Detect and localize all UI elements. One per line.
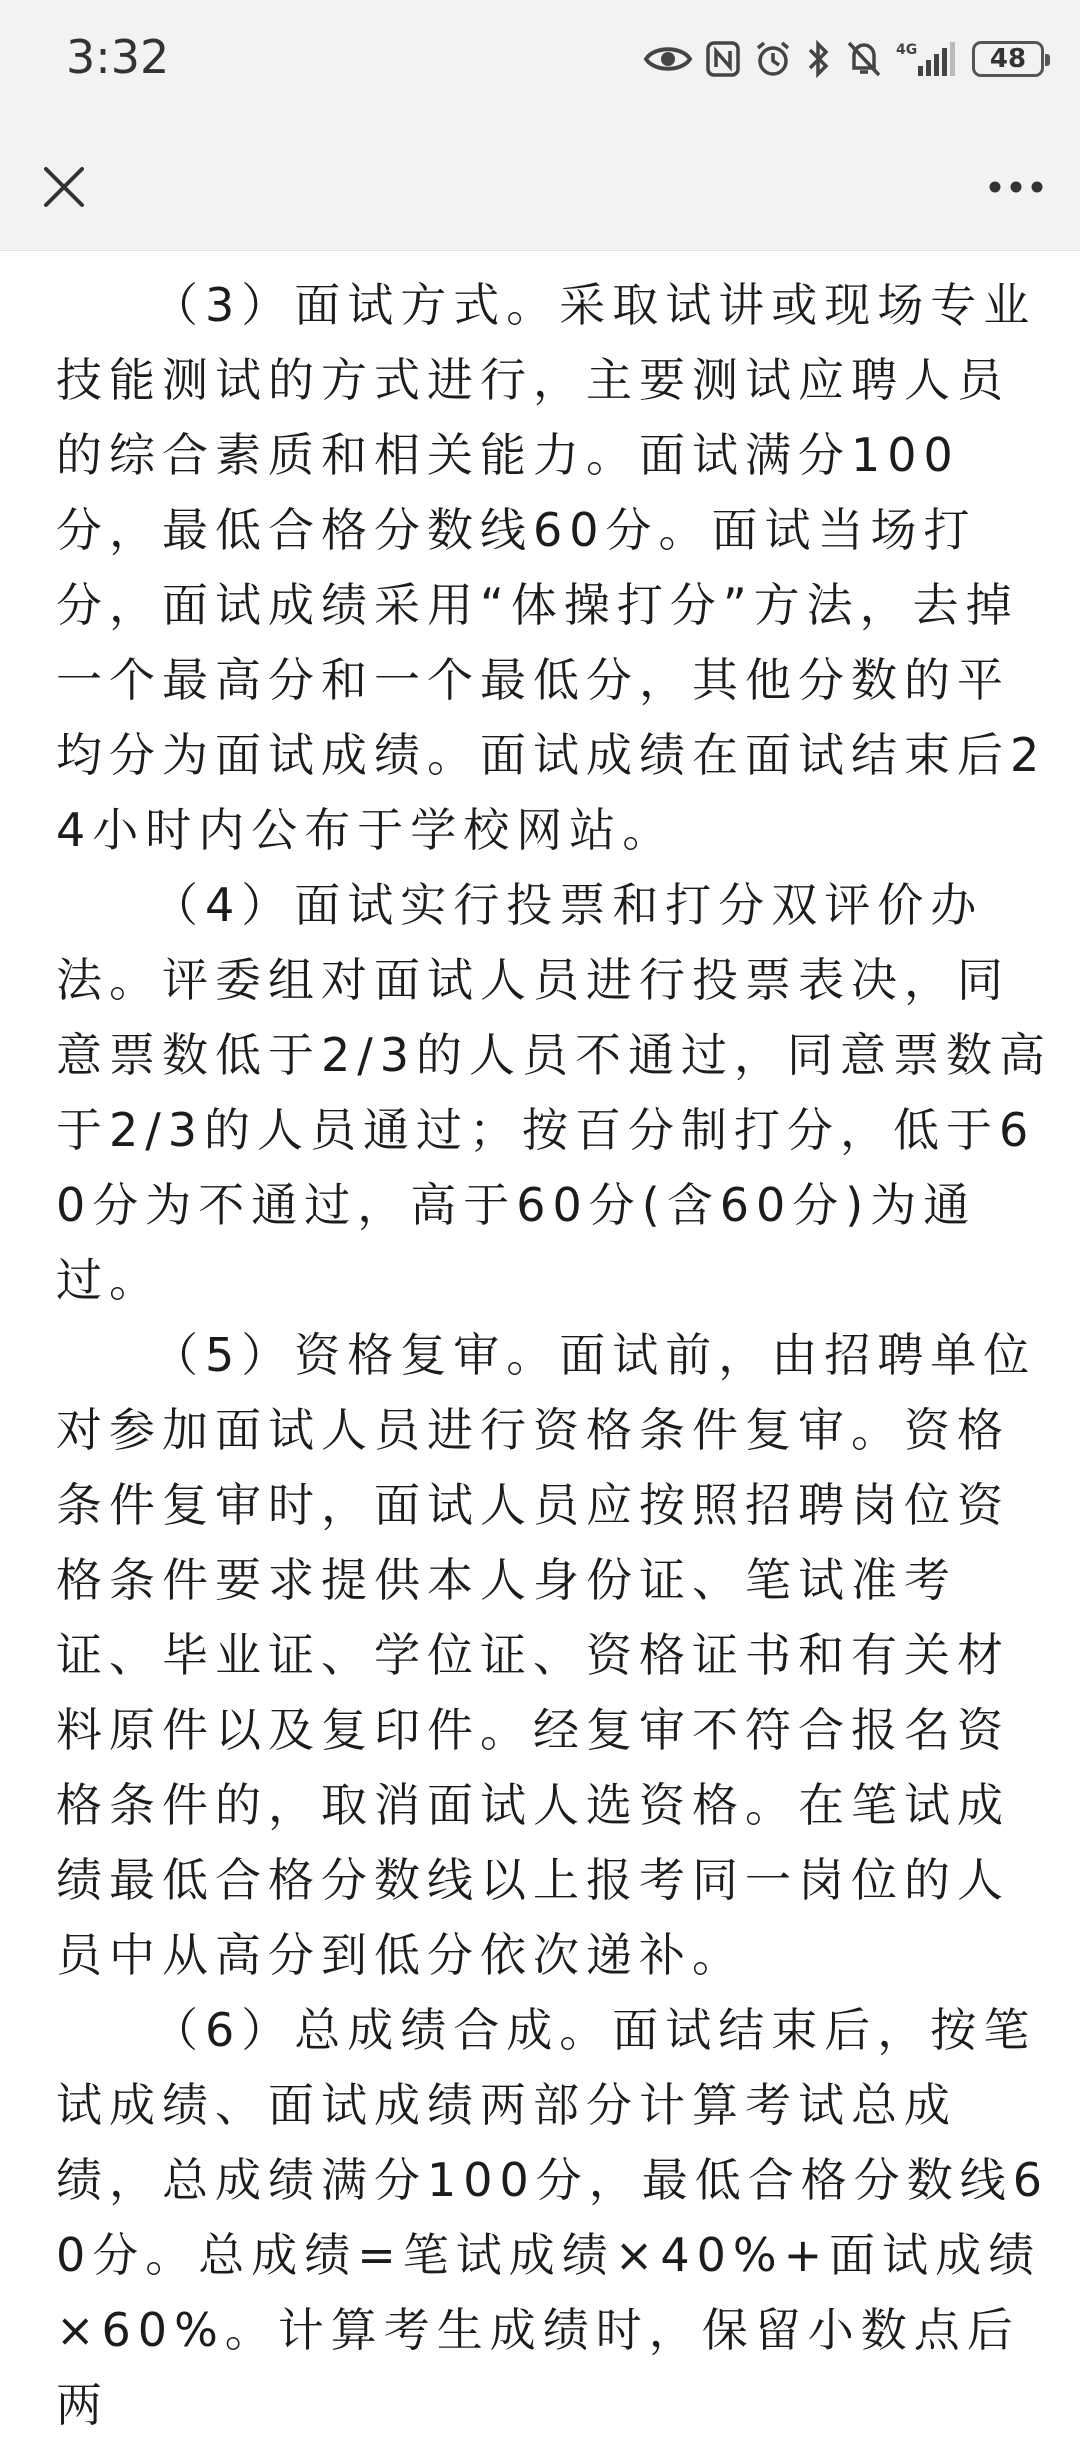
paragraph-voting-scoring: （4）面试实行投票和打分双评价办法。评委组对面试人员进行投票表决，同意票数低于2/3的人员不通过，同意票数高于2/3的人员通过；按百分制打分，低于60分为不通过，高于60分(含60分)为通过。	[56, 878, 1053, 1307]
alarm-icon	[754, 40, 792, 78]
eye-icon	[644, 42, 692, 76]
4g-signal-icon	[896, 40, 958, 78]
status-icons	[644, 40, 1044, 78]
battery-icon: 48	[972, 41, 1044, 77]
status-bar	[0, 0, 1080, 125]
paragraph-qualification-review: （5）资格复审。面试前，由招聘单位对参加面试人员进行资格条件复审。资格条件复审时，面试人员应按照招聘岗位资格条件要求提供本人身份证、笔试准考证、毕业证、学位证、资格证书和有关材料原件以及复印件。经复审不符合报名资格条件的，取消面试人选资格。在笔试成绩最低合格分数线以上报考同一岗位的人员中从高分到低分依次递补。	[56, 1328, 1037, 1982]
bluetooth-icon	[806, 40, 832, 78]
paragraph-interview-method: （3）面试方式。采取试讲或现场专业技能测试的方式进行，主要测试应聘人员的综合素质和相关能力。面试满分100分，最低合格分数线60分。面试当场打分，面试成绩采用“体操打分”方法，去掉一个最高分和一个最低分，其他分数的平均分为面试成绩。面试成绩在面试结束后24小时内公布于学校网站。	[56, 278, 1047, 857]
top-nav-bar	[0, 125, 1080, 251]
status-time: 3:32	[66, 30, 170, 84]
nfc-icon	[706, 41, 740, 77]
more-icon	[988, 180, 1044, 194]
article-body	[56, 268, 1056, 2443]
mute-icon	[846, 40, 882, 78]
paragraph-total-score: （6）总成绩合成。面试结束后，按笔试成绩、面试成绩两部分计算考试总成绩，总成绩满分100分，最低合格分数线60分。总成绩=笔试成绩×40%+面试成绩×60%。计算考生成绩时，保留小数点后两	[56, 2003, 1050, 2432]
article-content[interactable]	[0, 251, 1080, 2432]
close-icon	[42, 165, 86, 209]
close-button[interactable]	[32, 155, 96, 219]
more-options-button[interactable]	[980, 155, 1052, 219]
svg-text:4G: 4G	[896, 42, 918, 58]
